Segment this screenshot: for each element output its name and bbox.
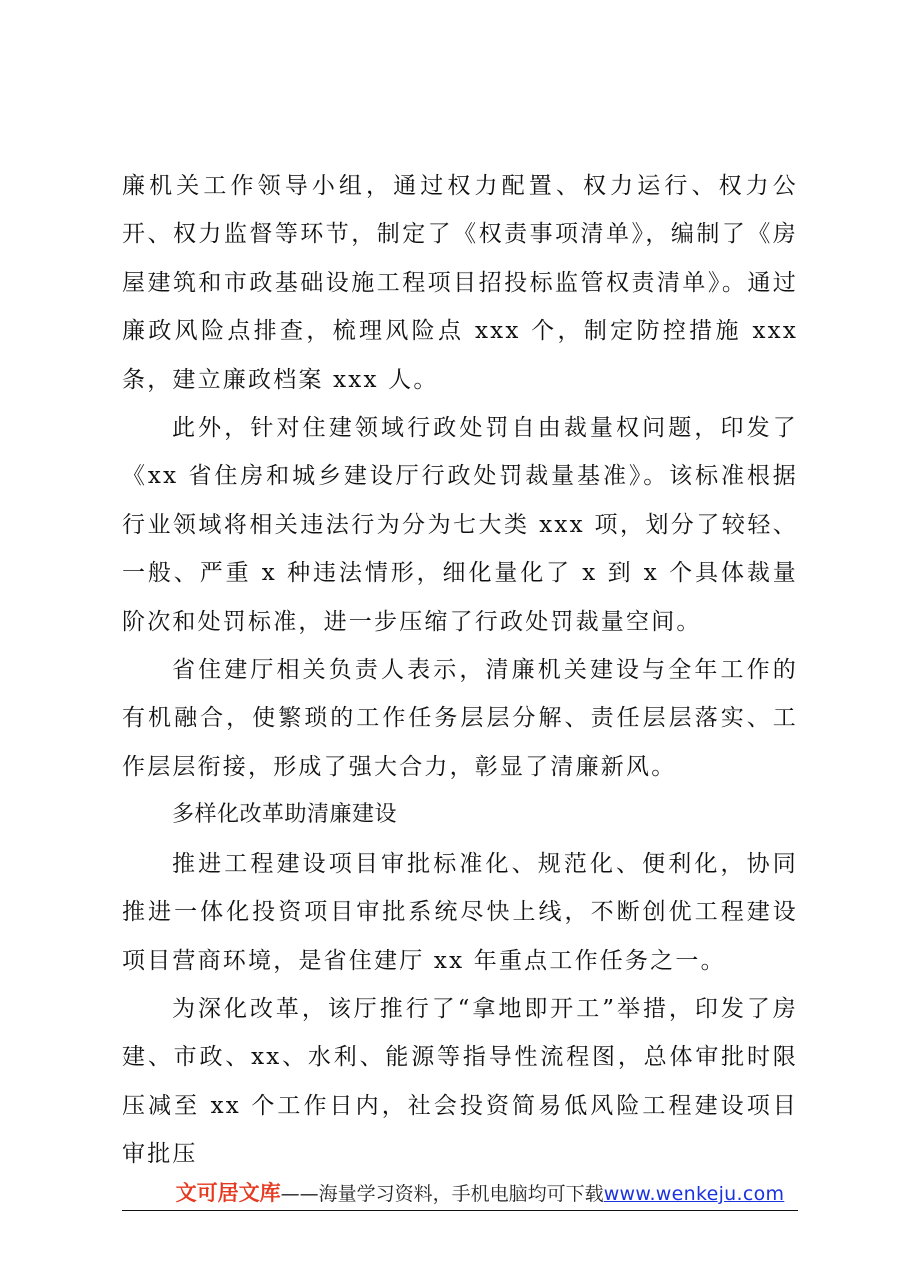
footer-tagline: ——海量学习资料，手机电脑均可下载	[280, 1183, 604, 1205]
paragraph: 省住建厅相关负责人表示，清廉机关建设与全年工作的有机融合，使繁琐的工作任务层层分解、责任层层落实、工作层层衔接，形成了强大合力，彰显了清廉新风。	[122, 657, 798, 780]
footer-link[interactable]: www.wenkeju.com	[603, 1183, 785, 1205]
page-footer	[122, 1178, 798, 1209]
paragraph: 推进工程建设项目审批标准化、规范化、便利化，协同推进一体化投资项目审批系统尽快上线，不断创优工程建设项目营商环境，是省住建厅 xx 年重点工作任务之一。	[122, 850, 798, 974]
document-body	[122, 162, 798, 1179]
footer-brand: 文可居文库	[175, 1181, 281, 1205]
footer-divider	[122, 1210, 798, 1211]
paragraph: 为深化改革，该厅推行了“拿地即开工”举措，印发了房建、市政、xx、水利、能源等指导性流程图，总体审批时限压减至 xx 个工作日内，社会投资简易低风险工程建设项目审批压	[122, 995, 798, 1168]
paragraph: 此外，针对住建领域行政处罚自由裁量权问题，印发了《xx 省住房和城乡建设厅行政处罚裁量基准》。该标准根据行业领域将相关违法行为分为七大类 xxx 项，划分了较轻、一般、严重 x 种违法情形，细化量化了 x 到 x 个具体裁量阶次和处罚标准，进一步压缩了行政处罚裁量空间。	[122, 415, 798, 635]
paragraph: 廉机关工作领导小组，通过权力配置、权力运行、权力公开、权力监督等环节，制定了《权责事项清单》，编制了《房屋建筑和市政基础设施工程项目招投标监管权责清单》。通过廉政风险点排查，梳理风险点 xxx 个，制定防控措施 xxx 条，建立廉政档案 xxx 人。	[122, 173, 798, 393]
section-heading: 多样化改革助清廉建设	[172, 802, 398, 828]
